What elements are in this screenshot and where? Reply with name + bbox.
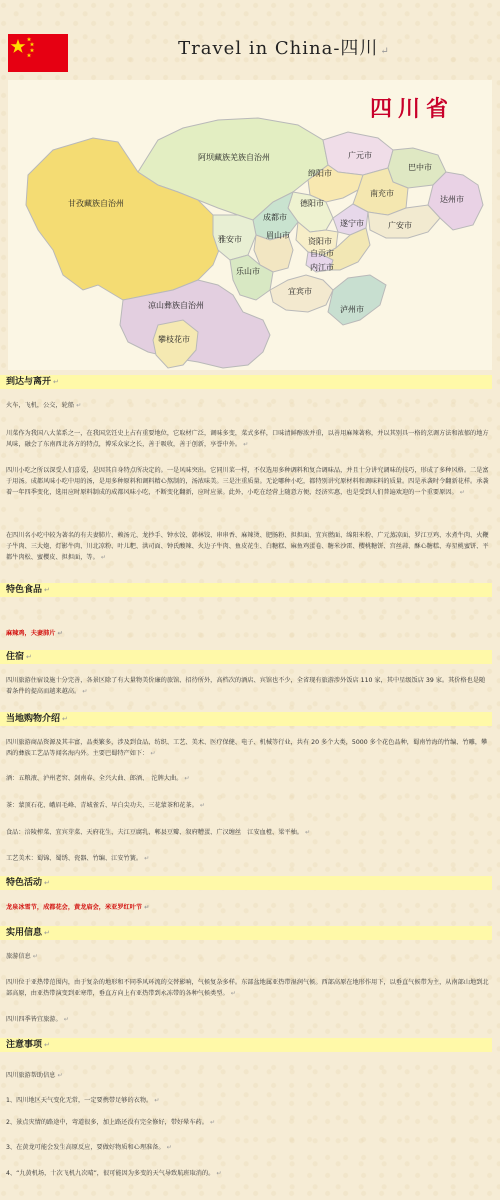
map-label: 乐山市: [236, 267, 260, 276]
notes-subtitle: 四川旅游帮助信息 ↵: [6, 1072, 63, 1079]
section-activities-title: 特色活动 ↵: [0, 876, 492, 890]
arrival-paragraph-3: 在四川名小吃中较为著名的有夫妻肺片、赖汤元、龙抄手、钟水饺、韩林饺、串串香、麻辣烫、肥肠粉、担担面、宜宾燃面、绵阳米粉、广元蒸凉面、罗江豆鸡、水煮牛肉、火鞭子牛肉、三大炮、灯影牛肉、川北凉粉、叶儿粑、洪司面、钟氏酸辣、火边子牛肉、鱼皮花生、白糖糕、麻鱼鸡蛋卷、糖米沙雷、樱桃糖饼、宫丝蒜、酥心糖糕、寿星桃蜜饼、平都牛肉松、蜜樱皮、担担面，等。 ↵: [6, 532, 489, 561]
map-label: 广元市: [348, 151, 372, 160]
note-3: 3、在黄龙可能会发生高原反应，要做好物质和心理准备。 ↵: [6, 1144, 172, 1151]
map-label: 攀枝花市: [158, 335, 190, 344]
map-label: 眉山市: [266, 231, 290, 240]
arrival-paragraph-1: 川菜作为我国八大菜系之一，在我国烹饪史上占有重要地位，它取材广泛，调味多变，菜式多样，口味清鲜醇浓并重，以善用麻辣著称，并以其别具一格的烹调方法和浓郁的地方风味，融会了东南西北各方的特点，博采众家之长，善于吸收，善于创新，享誉中外。 ↵: [6, 430, 489, 448]
section-practical-title: 实用信息 ↵: [0, 926, 492, 940]
note-1: 1、四川地区天气变化无常，一定要携带足够的衣物。 ↵: [6, 1097, 160, 1104]
shopping-liquor: 酒：五粮液、泸州老窖、剑南春、全兴大曲、郎酒、 沱牌大曲。 ↵: [6, 775, 190, 782]
sichuan-map: [8, 80, 492, 370]
page-header: [8, 34, 494, 72]
shopping-goods: 食品：涪陵榨菜、宜宾芽菜、天府花生、夫江豆腐乳、郫县豆瓣、叙府糟蛋、广汉缠丝 江安血橙、梁平柚。 ↵: [6, 829, 311, 836]
shopping-crafts: 工艺美术：蜀锦、蜀绣、瓷器、竹编、江安竹簧。 ↵: [6, 855, 150, 862]
map-label: 泸州市: [340, 305, 364, 314]
page-title: Travel in China-四川 ↵: [178, 38, 390, 59]
note-2: 2、景点灾情的路途中，弯道很多，加上路还没有完全修好，带好晕车药。 ↵: [6, 1119, 216, 1126]
arrival-paragraph-2: 四川小吃之所以深受人们喜爱，是因其自身特点所决定的。一是风味突出。它同川菜一样，不仅选用多种调料和复合调味品，并且十分讲究调味的技巧，形成了多种风格。二是富于用汤。成都风味小吃中用的汤，是用多种原料和调料精心熬制的，汤浓味美。三是注重质量。无论哪种小吃，都特别讲究原材料和调味料的质量。四是承袭时令翻新花样。承袭着一年四季变化，选用应时原料制成的成都风味小吃，不断变化翻新，应时应景。此外，小吃在经营上随意方便，经济实惠，也是受到人们普遍欢迎的一个重要原因。 ↵: [6, 467, 489, 496]
activities-items: 龙泉冰雪节，成都花会，黄龙庙会，米亚罗红叶节 ↵: [6, 904, 150, 911]
section-lodging-title: 住宿 ↵: [0, 650, 492, 664]
map-title: 四川省: [370, 96, 455, 122]
section-notes-title: 注意事项 ↵: [0, 1038, 492, 1052]
map-label: 阿坝藏族羌族自治州: [198, 153, 270, 162]
transport-list: 火车，飞机，公交，轮船 ↵: [6, 402, 82, 409]
map-label: 广安市: [388, 221, 412, 230]
section-shopping-title: 当地购物介绍 ↵: [0, 712, 492, 726]
practical-subtitle: 旅游信息 ↵: [6, 953, 38, 960]
map-label: 成都市: [263, 213, 287, 222]
map-region-luzhou: [328, 275, 386, 325]
map-label: 遂宁市: [340, 219, 364, 228]
shopping-tea: 茶：蒙顶石花、峨眉毛峰、青城雀舌、早白尖功夫、三花蒙茶和花茶。 ↵: [6, 802, 205, 809]
note-4: 4、“九黄机场，十次飞机九次晴”，很可能因为多变的天气导致航班取消的。 ↵: [6, 1170, 222, 1177]
shopping-paragraph: 四川旅游商品资源及其丰富，品类繁多，涉及到食品、纺织、工艺、美术、医疗保健、电子、机械等行业，共有 20 多个大类，5000 多个花色品种，蜀南竹海的竹编、竹雕，攀西的彝族工艺品等闻名海内外。主要巴蜀特产如下： ↵: [6, 739, 488, 757]
map-label: 南充市: [370, 189, 394, 198]
map-label: 内江市: [310, 263, 334, 272]
map-label: 巴中市: [408, 163, 432, 172]
china-flag-icon: [8, 34, 68, 72]
map-label: 资阳市: [308, 237, 332, 246]
map-label: 绵阳市: [308, 169, 332, 178]
map-label: 宜宾市: [288, 287, 312, 296]
map-label: 德阳市: [300, 199, 324, 208]
lodging-paragraph: 四川旅游住宿设施十分完善，各景区除了有大量物美价廉的旅馆、招待所外，高档次的酒店、宾馆也不少，全省现有旅游涉外饭店 110 家，其中星级饭店 39 家。其价格也是随着条件的提高而越来越高。 ↵: [6, 677, 486, 695]
food-items: 麻辣鸡，夫妻肺片 ↵: [6, 630, 63, 637]
section-food-title: 特色食品 ↵: [0, 583, 492, 597]
climate-paragraph: 四川位于亚热带范围内，由于复杂的地形和不同季风环流的交替影响，气候复杂多样。东部盆地属亚热带湿润气候。西部高原在地形作用下，以垂直气候带为主，从南部山地到北部高原，由亚热带演变到亚寒带，垂直方向上有亚热带到永冻带的各种气候类型。 ↵: [6, 979, 489, 997]
season-paragraph: 四川四季皆宜旅游。 ↵: [6, 1016, 69, 1023]
map-label: 甘孜藏族自治州: [68, 199, 124, 208]
map-label: 雅安市: [218, 235, 242, 244]
map-label: 凉山彝族自治州: [148, 301, 204, 310]
map-label: 达州市: [440, 195, 464, 204]
section-arrival-title: 到达与离开 ↵: [0, 375, 492, 389]
map-label: 自贡市: [310, 249, 334, 258]
